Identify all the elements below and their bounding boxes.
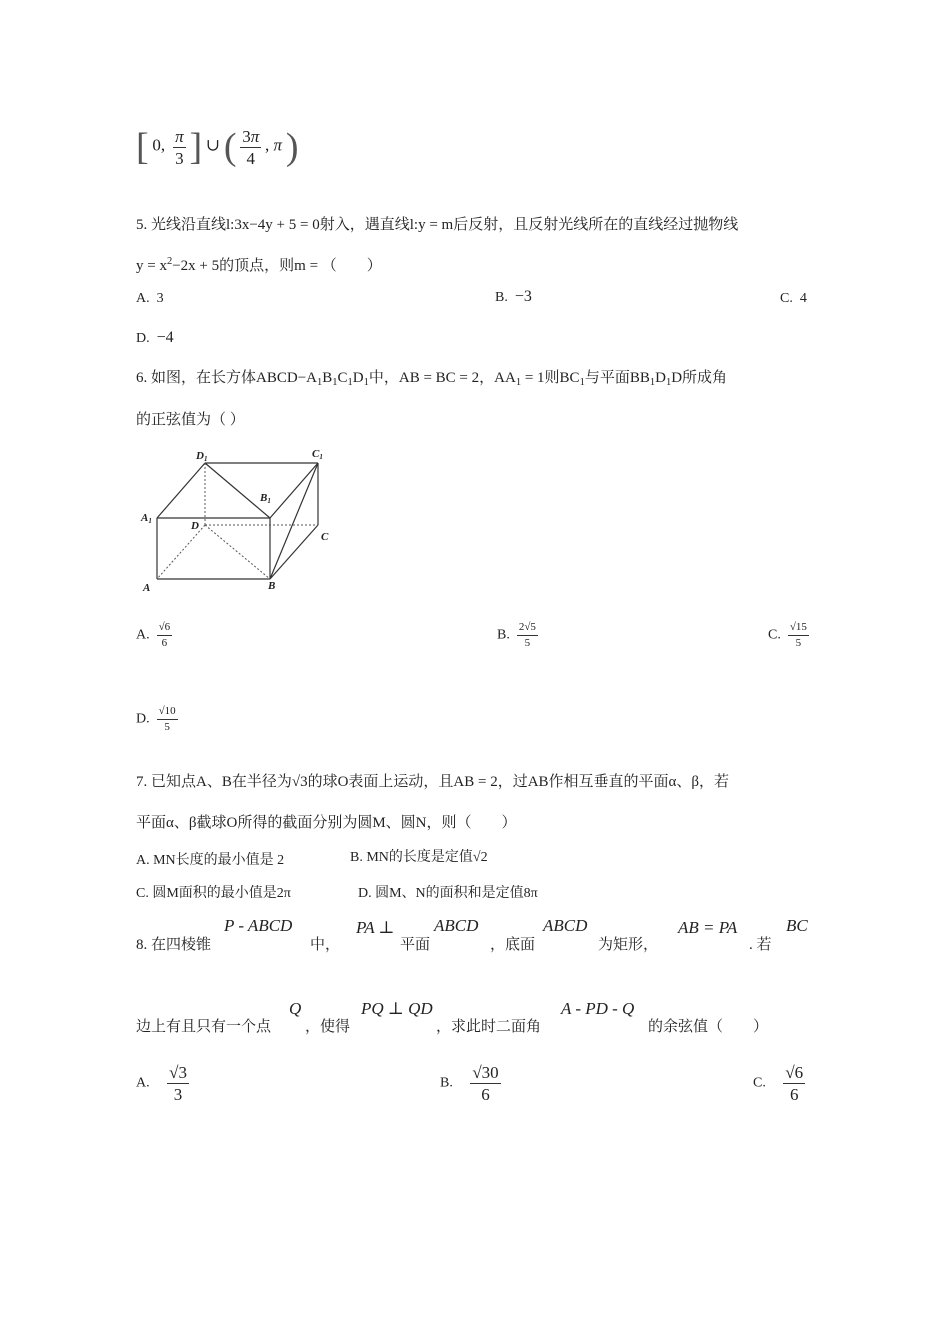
label-a: A bbox=[143, 582, 151, 594]
option-label: D. bbox=[136, 711, 150, 727]
q5-line-eq: l:3x−4y + 5 = 0 bbox=[226, 217, 320, 233]
edge-d1-b1 bbox=[205, 463, 270, 518]
q8-line2-text bbox=[136, 1015, 271, 1036]
q8-text: 为矩形， bbox=[598, 937, 659, 953]
q6-lengths: = 1 bbox=[521, 370, 545, 386]
q6-line1: 6. 如图，在长方体$ABCD-A_1B_1C_1D_1$中，AB = BC = 2，$AA_1 = 1$则$BC_1$与平面$BB_1D_1D$所成角 bbox=[136, 370, 728, 388]
three-pi-over-4: $\frac{3\pi}{4}$ bbox=[242, 126, 260, 168]
label-d: D bbox=[191, 520, 199, 532]
q8-expr-pq-perp-qd: PQ ⊥ QD bbox=[361, 999, 433, 1018]
option-value: 4 bbox=[799, 291, 807, 306]
q8-expr-ab-pa: AB = PA bbox=[678, 918, 738, 937]
q8-text: 中， bbox=[310, 937, 341, 953]
bracket-open: [ bbox=[136, 126, 149, 168]
fraction: $\frac{√15}{5}$ bbox=[789, 621, 807, 649]
q8-expr-p-abcd: P - ABCD bbox=[224, 916, 293, 935]
q6-text: 中， bbox=[368, 370, 399, 386]
q5-text: 5. 光线沿直线 bbox=[136, 217, 227, 233]
q5-option-b[interactable] bbox=[495, 288, 532, 306]
paren-open: ( bbox=[223, 126, 237, 168]
label-c1: C1 bbox=[312, 448, 323, 461]
option-label: A. bbox=[136, 1075, 150, 1091]
pi-over-3: $\frac{\pi}{3}$ bbox=[175, 126, 184, 168]
q5-option-d[interactable] bbox=[136, 329, 174, 347]
q7-line1 bbox=[136, 770, 729, 791]
q6-bc1: BC bbox=[559, 370, 580, 386]
q5-text: 的顶点，则 bbox=[219, 258, 295, 274]
q8-expr-q: Q bbox=[289, 999, 302, 1018]
q8-option-b[interactable] bbox=[440, 1064, 501, 1103]
edge-c1-b bbox=[270, 463, 318, 579]
q6-solid: ABCD−A bbox=[256, 370, 317, 386]
prev-answer-pi: , π bbox=[265, 135, 283, 155]
q6-line2 bbox=[136, 408, 245, 429]
option-value: 3 bbox=[156, 291, 164, 306]
q8-text: ，使得 bbox=[305, 1019, 351, 1035]
option-label: C. bbox=[780, 291, 793, 306]
q8-text: 8. 在四棱锥 bbox=[136, 937, 212, 953]
edge-a1-d1 bbox=[157, 463, 205, 518]
q8-line1-text bbox=[136, 933, 211, 954]
edge-c-b bbox=[270, 525, 318, 579]
label-a1: A1 bbox=[141, 512, 152, 525]
q6-plane: BB bbox=[629, 370, 650, 386]
q8-expr-abcd: ABCD bbox=[434, 916, 479, 935]
q7-text: 的球O表面上运动，且AB = 2，过AB作相互垂直的平面α、β，若 bbox=[307, 774, 730, 790]
q6-option-a[interactable] bbox=[136, 622, 172, 649]
option-label: B. bbox=[440, 1075, 453, 1091]
option-label: C. bbox=[768, 627, 781, 643]
edge-d-b bbox=[205, 525, 270, 579]
q5-line-eq: l:y = m bbox=[409, 217, 454, 233]
q8-expr-a-pd-q: A - PD - Q bbox=[561, 999, 635, 1018]
option-label: A. bbox=[136, 291, 150, 306]
option-label: A. bbox=[136, 627, 150, 643]
q8-text: 的余弦值（ ） bbox=[648, 1019, 769, 1035]
q7-option-c[interactable] bbox=[136, 882, 291, 902]
option-value: −4 bbox=[156, 329, 174, 346]
q6-option-c[interactable] bbox=[768, 622, 809, 649]
q6-text: 与平面 bbox=[584, 370, 630, 386]
bracket-close: ] bbox=[189, 126, 203, 168]
q8-text: 平面 bbox=[400, 937, 431, 953]
q7-line2 bbox=[136, 811, 517, 832]
prev-answer bbox=[136, 125, 298, 175]
option-label: C. bbox=[753, 1075, 766, 1091]
q8-text: ，底面 bbox=[490, 937, 536, 953]
q7-option-d[interactable] bbox=[358, 882, 538, 902]
label-c: C bbox=[321, 531, 329, 543]
edge-c1-b1 bbox=[270, 463, 318, 518]
fraction: $\frac{2√5}{5}$ bbox=[518, 621, 536, 649]
q7-radius: √3 bbox=[291, 774, 308, 790]
q5-option-a[interactable] bbox=[136, 291, 164, 307]
paren-close: ) bbox=[285, 126, 299, 168]
fraction: $\frac{√6}{6}$ bbox=[785, 1063, 804, 1104]
fraction: $\frac{√30}{6}$ bbox=[472, 1063, 499, 1104]
q6-option-b[interactable] bbox=[497, 622, 538, 649]
option-value: B. MN的长度是定值√2 bbox=[350, 850, 488, 865]
q8-expr-bc: BC bbox=[786, 916, 808, 935]
q8-text: 边上有且只有一个点 bbox=[136, 1019, 272, 1035]
q5-option-c[interactable] bbox=[780, 291, 807, 307]
option-value: D. 圆M、N的面积和是定值8π bbox=[358, 886, 538, 901]
option-value: −3 bbox=[514, 288, 532, 305]
option-value: A. MN长度的最小值是 2 bbox=[136, 853, 285, 868]
cuboid-figure bbox=[135, 443, 340, 595]
q6-text: 6. 如图，在长方体 bbox=[136, 370, 257, 386]
label-b: B bbox=[268, 580, 276, 592]
q5-line2: $y = x^2-2x + 5$的顶点，则m = （ ） bbox=[136, 256, 382, 274]
q5-m: m = （ ） bbox=[294, 258, 382, 274]
q6-lengths: AB = BC = 2，AA bbox=[398, 370, 516, 386]
q8-text: ，求此时二面角 bbox=[436, 1019, 542, 1035]
option-value: C. 圆M面积的最小值是2π bbox=[136, 886, 291, 901]
q6-text: 所成角 bbox=[682, 370, 728, 386]
fraction: $\frac{√6}{6}$ bbox=[158, 621, 171, 649]
q8-option-a[interactable] bbox=[136, 1064, 189, 1103]
q8-text: . 若 bbox=[749, 937, 772, 953]
q6-text: 则 bbox=[544, 370, 560, 386]
q8-expr-pa-perp: PA ⊥ bbox=[356, 918, 395, 937]
fraction: $\frac{√10}{5}$ bbox=[158, 705, 176, 733]
option-label: D. bbox=[136, 331, 150, 346]
q5-line1 bbox=[136, 213, 738, 234]
q8-option-c[interactable] bbox=[753, 1064, 805, 1103]
q7-text: 平面α、β截球O所得的截面分别为圆M、圆N，则（ ） bbox=[136, 815, 517, 831]
fraction: $\frac{√3}{3}$ bbox=[169, 1063, 187, 1104]
q5-parabola: y = x bbox=[136, 258, 167, 274]
union-symbol: ∪ bbox=[205, 135, 221, 155]
option-label: B. bbox=[497, 627, 510, 643]
q8-expr-abcd-base: ABCD bbox=[543, 916, 588, 935]
label-d1: D1 bbox=[196, 450, 208, 463]
prev-answer-zero: 0, bbox=[152, 135, 170, 155]
q7-option-a[interactable] bbox=[136, 849, 284, 869]
q6-text: 的正弦值为（ ） bbox=[136, 412, 245, 428]
q7-text: 7. 已知点A、B在半径为 bbox=[136, 774, 292, 790]
q5-parabola-rest: −2x + 5 bbox=[172, 258, 220, 274]
label-b1: B1 bbox=[260, 492, 271, 505]
q7-option-b[interactable] bbox=[350, 846, 488, 866]
q6-option-d[interactable] bbox=[136, 706, 178, 733]
option-label: B. bbox=[495, 290, 508, 305]
q5-text: 射入，遇直线 bbox=[319, 217, 410, 233]
edge-d-a bbox=[157, 525, 205, 579]
q5-text: 后反射，且反射光线所在的直线经过抛物线 bbox=[453, 217, 739, 233]
